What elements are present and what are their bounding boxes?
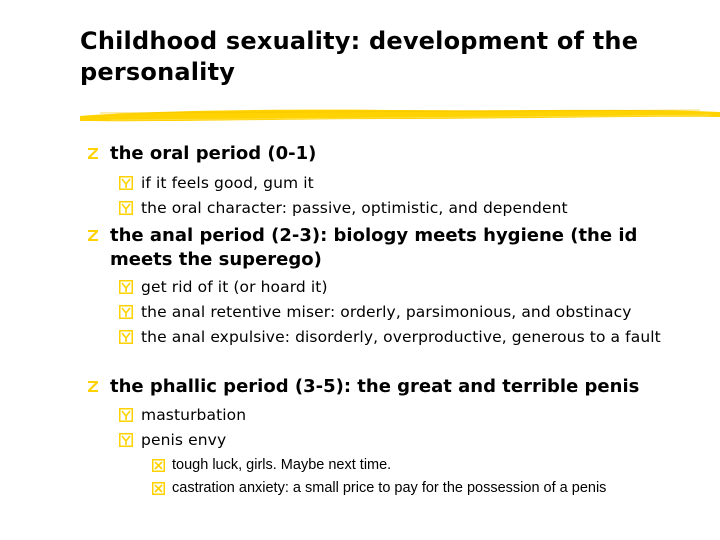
z-bullet-icon [86, 375, 110, 393]
slide-title: Childhood sexuality: development of the personality [80, 27, 639, 86]
x-checkbox-icon [152, 455, 172, 472]
z-bullet-icon [86, 224, 110, 242]
list-item-text: the anal retentive miser: orderly, parsimonious, and obstinacy [141, 303, 632, 321]
list-item [152, 455, 712, 476]
list-item [86, 142, 706, 166]
list-item-text: tough luck, girls. Maybe next time. [172, 457, 392, 473]
y-checkbox-icon [119, 404, 141, 422]
y-checkbox-icon [119, 301, 141, 319]
list-item [119, 429, 709, 451]
list-item-text: the oral character: passive, optimistic, and dependent [141, 199, 568, 217]
list-item-text: masturbation [141, 406, 247, 424]
list-item-text: the phallic period (3-5): the great and terrible penis [110, 376, 640, 397]
y-checkbox-icon [119, 172, 141, 190]
y-checkbox-icon [119, 326, 141, 344]
z-bullet-icon [86, 142, 110, 160]
list-item [119, 172, 709, 194]
list-item-text: castration anxiety: a small price to pay for the possession of a penis [172, 480, 607, 496]
list-item-text: get rid of it (or hoard it) [141, 278, 328, 296]
list-item-text: the anal period (2-3): biology meets hygiene (the id meets the superego) [110, 225, 638, 270]
list-item [119, 301, 714, 323]
list-item [119, 404, 709, 426]
list-item [86, 224, 706, 272]
list-item-text: if it feels good, gum it [141, 174, 314, 192]
list-item [152, 478, 682, 499]
y-checkbox-icon [119, 276, 141, 294]
list-item-text: penis envy [141, 431, 227, 449]
list-item-text: the oral period (0-1) [110, 143, 317, 164]
list-item [119, 326, 709, 348]
list-item [86, 375, 706, 399]
y-checkbox-icon [119, 197, 141, 215]
list-item [119, 197, 709, 219]
x-checkbox-icon [152, 478, 172, 495]
list-item-text: the anal expulsive: disorderly, overproductive, generous to a fault [141, 328, 661, 346]
list-item [119, 276, 709, 298]
y-checkbox-icon [119, 429, 141, 447]
